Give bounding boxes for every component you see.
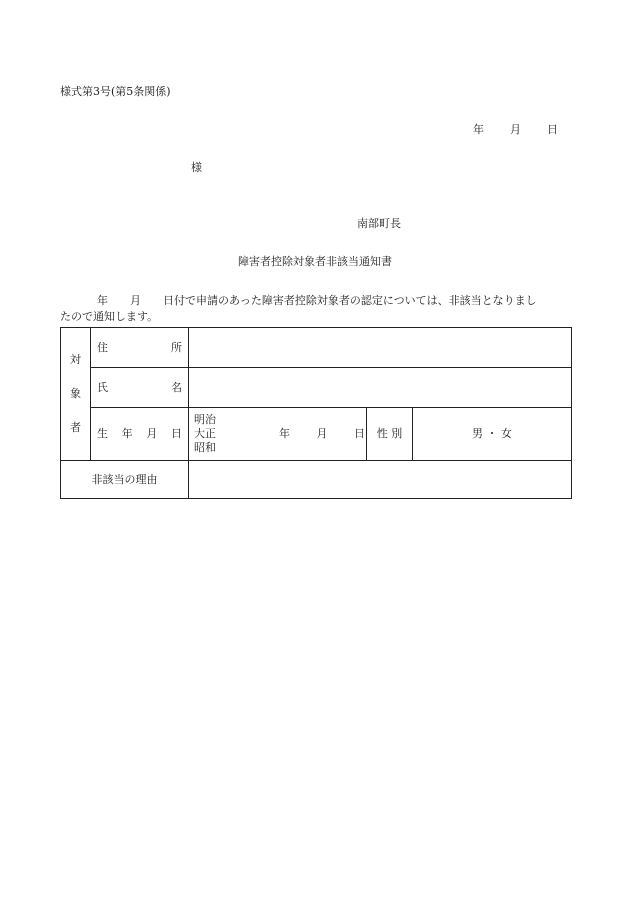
dob-label-char: 生 (97, 427, 108, 440)
side-label-char: 対 (70, 353, 81, 366)
notice-body (60, 293, 575, 325)
name-label-char: 名 (171, 380, 182, 394)
dob-year-label: 年 (279, 427, 290, 440)
gender-options: 男 ・ 女 (472, 427, 512, 440)
name-field[interactable] (189, 368, 572, 408)
dob-label-char: 月 (146, 427, 158, 440)
era-option: 大正 (194, 427, 216, 440)
notice-body-line-2: たので通知します。 (60, 310, 159, 323)
subject-info-table (60, 327, 572, 499)
side-label-char: 者 (70, 421, 81, 434)
notice-body-line-1: 年 月 日付で申請のあった障害者控除対象者の認定については、非該当となりまし (97, 294, 537, 307)
side-label-char: 象 (70, 387, 81, 400)
address-label (91, 328, 189, 368)
dob-day-label: 日 (354, 427, 365, 440)
gender-field[interactable] (413, 408, 572, 461)
gender-label-char: 性 (376, 427, 388, 440)
reason-label: 非該当の理由 (61, 461, 189, 499)
issuer-name: 南部町長 (357, 217, 401, 230)
dob-label-char: 年 (121, 427, 133, 440)
dob-field[interactable] (189, 408, 367, 461)
addressee-suffix: 様 (191, 161, 202, 174)
address-label-char: 所 (171, 340, 182, 354)
era-option: 昭和 (194, 441, 216, 454)
date-day-label: 日 (547, 123, 558, 136)
address-field[interactable] (189, 328, 572, 368)
gender-label-char: 別 (391, 427, 403, 440)
name-label-char: 氏 (97, 380, 108, 394)
subject-side-label (61, 328, 91, 461)
gender-label (367, 408, 413, 461)
dob-label-char: 日 (170, 427, 182, 440)
reason-field[interactable] (189, 461, 572, 499)
dob-ymd (279, 427, 365, 441)
date-year-label: 年 (473, 123, 484, 136)
dob-label (91, 408, 189, 461)
era-option: 明治 (194, 413, 216, 426)
document-title: 障害者控除対象者非該当通知書 (238, 255, 392, 268)
name-label (91, 368, 189, 408)
address-label-char: 住 (97, 340, 108, 354)
date-month-label: 月 (510, 123, 521, 136)
issue-date (473, 123, 558, 137)
form-number-label: 様式第3号(第5条関係) (60, 85, 171, 98)
dob-month-label: 月 (316, 427, 328, 440)
